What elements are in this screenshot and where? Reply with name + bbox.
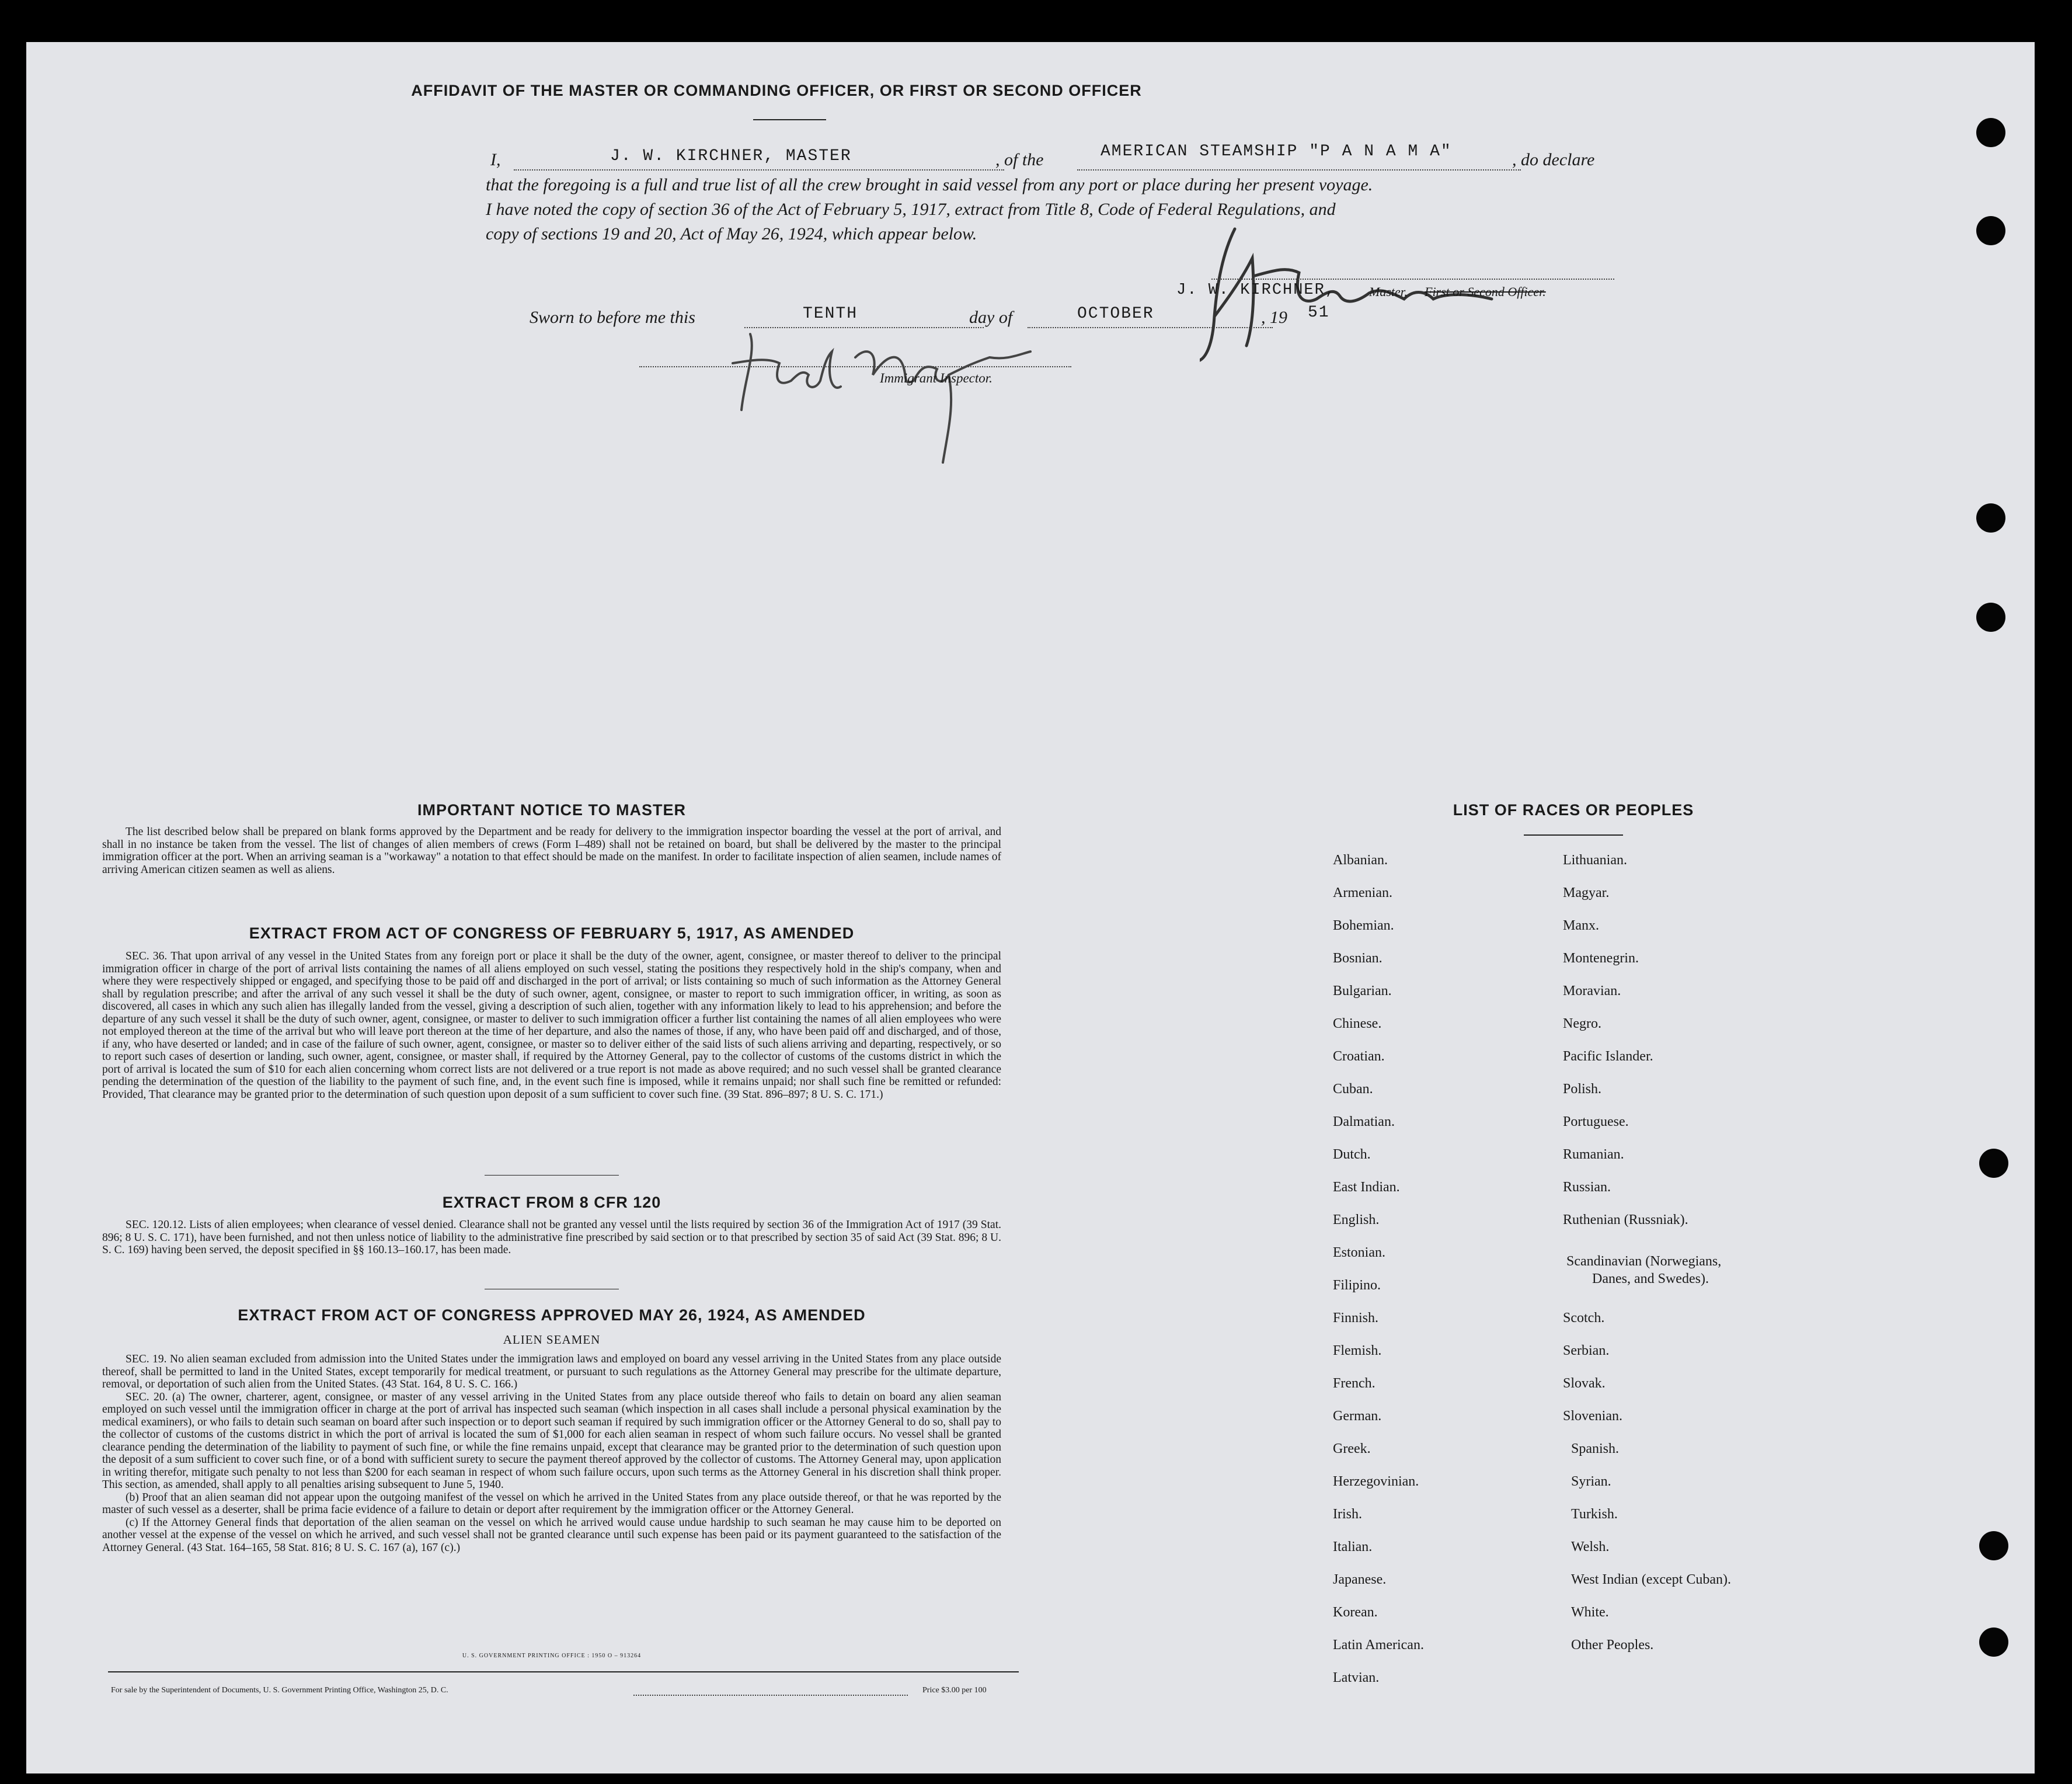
race-left-item: Bosnian. <box>1333 951 1383 966</box>
race-right-item: Portuguese. <box>1563 1114 1629 1129</box>
race-left-item: Armenian. <box>1333 885 1392 900</box>
extract-1924-heading: EXTRACT FROM ACT OF CONGRESS APPROVED MAY 26, 1924, AS AMENDED <box>238 1306 866 1324</box>
extract-8cfr-body <box>102 1219 1001 1257</box>
sec-19-paragraph: SEC. 19. No alien seaman excluded from admission into the United States under the immigration laws and employed on board any vessel arriving in the United States from any place outside thereof, shall be permitted to land in the United States, except temporarily for medical treatment, or pursuant to such regulations as the Attorney General may prescribe for the ultimate departure, removal, or deportation of such alien from the United States. (43 Stat. 164, 8 U. S. C. 166.) <box>102 1353 1001 1390</box>
binder-hole <box>1976 118 2005 147</box>
race-right-item: Syrian. <box>1571 1474 1611 1489</box>
binder-hole <box>1976 603 2005 632</box>
signature-role-struck: First or Second Officer. <box>1425 284 1546 299</box>
race-right-item: Spanish. <box>1571 1441 1620 1456</box>
race-right-item: Lithuanian. <box>1563 853 1627 868</box>
race-left-item: Japanese. <box>1333 1572 1387 1587</box>
notice-heading: IMPORTANT NOTICE TO MASTER <box>417 801 686 819</box>
extract-8cfr-heading: EXTRACT FROM 8 CFR 120 <box>442 1194 661 1211</box>
race-left-item: Flemish. <box>1333 1343 1382 1358</box>
race-left-item: Irish. <box>1333 1507 1362 1522</box>
race-right-item: West Indian (except Cuban). <box>1571 1572 1731 1587</box>
race-left-item: Latin American. <box>1333 1637 1424 1653</box>
race-right-item: Pacific Islander. <box>1563 1049 1653 1064</box>
affidavit-of-the: , of the <box>995 150 1044 169</box>
race-left-item: Chinese. <box>1333 1016 1382 1031</box>
master-name-value: J. W. KIRCHNER, MASTER <box>610 147 852 165</box>
race-left-item: Korean. <box>1333 1605 1378 1620</box>
race-right-item: Slovenian. <box>1563 1409 1622 1424</box>
race-right-item: Rumanian. <box>1563 1147 1624 1162</box>
race-left-item: Greek. <box>1333 1441 1371 1456</box>
affidavit-do-declare: , do declare <box>1512 150 1595 169</box>
race-right-item: Welsh. <box>1571 1539 1610 1555</box>
race-left-item: Bohemian. <box>1333 918 1394 933</box>
name-blank-line <box>514 169 1004 171</box>
race-left-item: English. <box>1333 1212 1380 1227</box>
race-right-item: Slovak. <box>1563 1376 1606 1391</box>
month-blank-line <box>1028 327 1273 328</box>
sworn-month-value: OCTOBER <box>1077 305 1154 323</box>
divider-1 <box>485 1175 619 1176</box>
sec-120-12-paragraph: SEC. 120.12. Lists of alien employees; when clearance of vessel denied. Clearance shall not be granted any vessel until the lists required by section 36 of the Immigration Act of 1917 (39 Stat. 896; 8 U. S. C. 171), have been furnished, and not then unless notice of liability to the administrative fine prescribed by said section or to that prescribed by section 35 of said Act (39 Stat. 896; 8 U. S. C. 169) having been served, the deposit specified in §§ 160.13–160.17, has been made. <box>102 1219 1001 1256</box>
race-left-item: Latvian. <box>1333 1670 1380 1685</box>
race-left-item: Filipino. <box>1333 1278 1381 1293</box>
race-left-item: Herzegovinian. <box>1333 1474 1419 1489</box>
signature-role: Master, <box>1369 284 1408 299</box>
sec-20b-paragraph: (b) Proof that an alien seaman did not appear upon the outgoing manifest of the vessel on which he arrived in the United States from any place outside thereof, or that he was reported by the master of such vessel as a deserter, shall be prima facie evidence of a failure to detain or deport after requirement by the immigration officer or the Attorney General. <box>102 1491 1001 1516</box>
sec-20c-paragraph: (c) If the Attorney General finds that deportation of the alien seaman on the vessel on which he arrived would cause undue hardship to such seaman he may cause him to be deported on another vessel at the expense of the vessel on which he arrived, and such vessel shall not be granted clearance until such expense has been paid or its payment guaranteed to the satisfaction of the Attorney General. (43 Stat. 164–165, 58 Stat. 816; 8 U. S. C. 167 (a), 167 (c).) <box>102 1516 1001 1554</box>
binder-hole <box>1979 1149 2008 1178</box>
inspector-signature <box>715 328 1042 468</box>
binder-hole <box>1976 216 2005 245</box>
sworn-label: Sworn to before me this <box>530 308 695 327</box>
race-right-item: White. <box>1571 1605 1609 1620</box>
race-right-item: Russian. <box>1563 1180 1611 1195</box>
race-right-item: Negro. <box>1563 1016 1601 1031</box>
race-left-item: Bulgarian. <box>1333 983 1392 999</box>
inspector-line <box>639 366 1071 367</box>
year-prefix: , 19 <box>1261 308 1287 327</box>
inspector-label: Immigrant Inspector. <box>880 371 993 385</box>
vessel-blank-line <box>1077 169 1521 171</box>
affidavit-i: I, <box>490 150 501 169</box>
day-of-label: day of <box>969 308 1013 327</box>
sworn-day-value: TENTH <box>803 305 858 323</box>
race-left-item: Albanian. <box>1333 853 1388 868</box>
race-left-item: Cuban. <box>1333 1081 1373 1097</box>
race-left-item: French. <box>1333 1376 1375 1391</box>
race-right-item: Scotch. <box>1563 1310 1605 1326</box>
footer-leader-dots <box>633 1695 908 1696</box>
heading-divider <box>753 119 826 120</box>
race-right-item: Magyar. <box>1563 885 1610 900</box>
affidavit-heading: AFFIDAVIT OF THE MASTER OR COMMANDING OFFICER, OR FIRST OR SECOND OFFICER <box>411 82 1142 99</box>
notice-body <box>102 826 1001 876</box>
sec-20a-paragraph: SEC. 20. (a) The owner, charterer, agent, consignee, or master of any vessel arriving in the United States from any place outside thereof who fails to detain on board any alien seaman employed on such vessel until the immigration officer in charge at the port of arrival has inspected such seaman (which inspection in all cases shall include a personal physical examination by the medical examiners), or who fails to detain such seaman on board after such inspection or to deport such seaman if required by such immigration officer or the Attorney General to do so, shall pay to the collector of customs of the customs district in which the port of arrival is located the sum of $1,000 for each alien seaman in respect of whom such failure occurs. No vessel shall be granted clearance pending the determination of the liability to payment of such fine, or while the fine remains unpaid, except that clearance may be granted prior to the determination of such question upon the deposit of a sum sufficient to cover such fine, or of a bond with sufficient surety to secure the payment thereof approved by the collector of customs. The Attorney General may, upon application in writing therefor, mitigate such penalty to not less than $200 for each seaman in respect of whom such failure occurs, upon such terms as the Attorney General in his discretion shall think proper. This section, as amended, shall apply to all penalties arising subsequent to June 5, 1940. <box>102 1390 1001 1491</box>
sale-notice: For sale by the Superintendent of Documents, U. S. Government Printing Office, Washington 25, D. C. <box>111 1686 448 1695</box>
footer-rule <box>108 1671 1019 1672</box>
alien-seamen-subheading: ALIEN SEAMEN <box>503 1333 601 1347</box>
sec-36-paragraph: SEC. 36. That upon arrival of any vessel in the United States from any foreign port or place it shall be the duty of the owner, agent, consignee, or master thereof to deliver to the principal immigration officer in charge of the port of arrival lists containing the names of all aliens employed on such vessel, stating the positions they respectively hold in the ship's company, when and where they were respectively shipped or engaged, and specifying those to be paid off and discharged in the port of arrival; or lists containing so much of such information as the Attorney General shall by regulation prescribe; and after the arrival of any such vessel it shall be the duty of such owner, agent, consignee, or master to report to such immigration officer, in writing, as soon as discovered, all cases in which any such alien has illegally landed from the vessel, giving a description of such alien, together with any information likely to lead to his apprehension; and before the departure of any such vessel it shall be the duty of such owner, agent, consignee, or master to deliver to such immigration officer a further list containing the names of all alien employees who were not employed thereon at the time of the arrival but who will leave port thereon at the time of her departure, and also the names of those, if any, who have been paid off and discharged, and of those, if any, who have deserted or landed; and in case of the failure of such owner, agent, consignee, or master so to deliver either of the said lists of such aliens arriving and departing, respectively, or so to report such cases of desertion or landing, such owner, agent, consignee, or master shall, if required by the Attorney General, pay to the collector of customs of the customs district in which the port of arrival is located the sum of $10 for each alien concerning whom correct lists are not delivered or a true report is not made as above required; and no such vessel shall be granted clearance pending the determination of the question of the liability to the payment of such fine, and, in the event such fine is imposed, while it remains unpaid; nor shall such fine be remitted or refunded: Provided, That clearance may be granted prior to the determination of such question upon deposit of a sum sufficient to cover such fine. (39 Stat. 896–897; 8 U. S. C. 171.) <box>102 950 1001 1101</box>
typed-signature: J. W. KIRCHNER, <box>1176 281 1336 299</box>
notice-paragraph: The list described below shall be prepared on blank forms approved by the Department and be ready for delivery to the immigration inspector boarding the vessel at the port of arrival, and shall in no instance be taken from the vessel. The list of changes of alien members of crews (Form I–489) shall not be retained on board, but shall be delivered by the master to the principal immigration officer at the port. When an arriving seaman is a "workaway" a notation to that effect should be made on the manifest. In order to facilitate inspection of alien seamen, include names of arriving American citizen seamen as well as aliens. <box>102 826 1001 876</box>
race-left-item: Estonian. <box>1333 1245 1385 1260</box>
extract-1917-heading: EXTRACT FROM ACT OF CONGRESS OF FEBRUARY 5, 1917, AS AMENDED <box>249 924 855 942</box>
race-right-item: Other Peoples. <box>1571 1637 1654 1653</box>
race-left-item: East Indian. <box>1333 1180 1400 1195</box>
price-notice: Price $3.00 per 100 <box>922 1686 987 1695</box>
binder-hole <box>1979 1627 2008 1657</box>
race-right-item: Turkish. <box>1571 1507 1618 1522</box>
race-left-item: Finnish. <box>1333 1310 1379 1326</box>
race-right-item: Montenegrin. <box>1563 951 1639 966</box>
extract-1924-body <box>102 1353 1001 1554</box>
races-heading: LIST OF RACES OR PEOPLES <box>1453 801 1694 819</box>
signature-line <box>1211 279 1614 280</box>
extract-1917-body <box>102 950 1001 1101</box>
race-right-item: Ruthenian (Russniak). <box>1563 1212 1688 1227</box>
gpo-imprint: U. S. GOVERNMENT PRINTING OFFICE : 1950 O – 913264 <box>462 1653 642 1659</box>
race-right-item: Danes, and Swedes). <box>1592 1271 1709 1286</box>
binder-hole <box>1979 1531 2008 1560</box>
race-right-item: Moravian. <box>1563 983 1621 999</box>
vessel-name-value: AMERICAN STEAMSHIP "P A N A M A" <box>1101 142 1452 161</box>
race-right-item: Serbian. <box>1563 1343 1610 1358</box>
year-suffix-value: 51 <box>1308 304 1330 322</box>
race-left-item: Croatian. <box>1333 1049 1385 1064</box>
affidavit-line-2: that the foregoing is a full and true list of all the crew brought in said vessel from any port or place during her present voyage. <box>486 175 1373 194</box>
races-heading-divider <box>1524 834 1623 836</box>
race-left-item: Dalmatian. <box>1333 1114 1395 1129</box>
document-page <box>26 42 2035 1773</box>
race-left-item: Italian. <box>1333 1539 1373 1555</box>
affidavit-line-3: I have noted the copy of section 36 of the Act of February 5, 1917, extract from Title 8, Code of Federal Regulations, and <box>486 200 1336 219</box>
race-right-item: Scandinavian (Norwegians, <box>1566 1254 1722 1269</box>
race-left-item: Dutch. <box>1333 1147 1371 1162</box>
race-right-item: Polish. <box>1563 1081 1602 1097</box>
race-left-item: German. <box>1333 1409 1382 1424</box>
race-right-item: Manx. <box>1563 918 1599 933</box>
affidavit-line-4: copy of sections 19 and 20, Act of May 26, 1924, which appear below. <box>486 224 977 244</box>
binder-hole <box>1976 503 2005 533</box>
